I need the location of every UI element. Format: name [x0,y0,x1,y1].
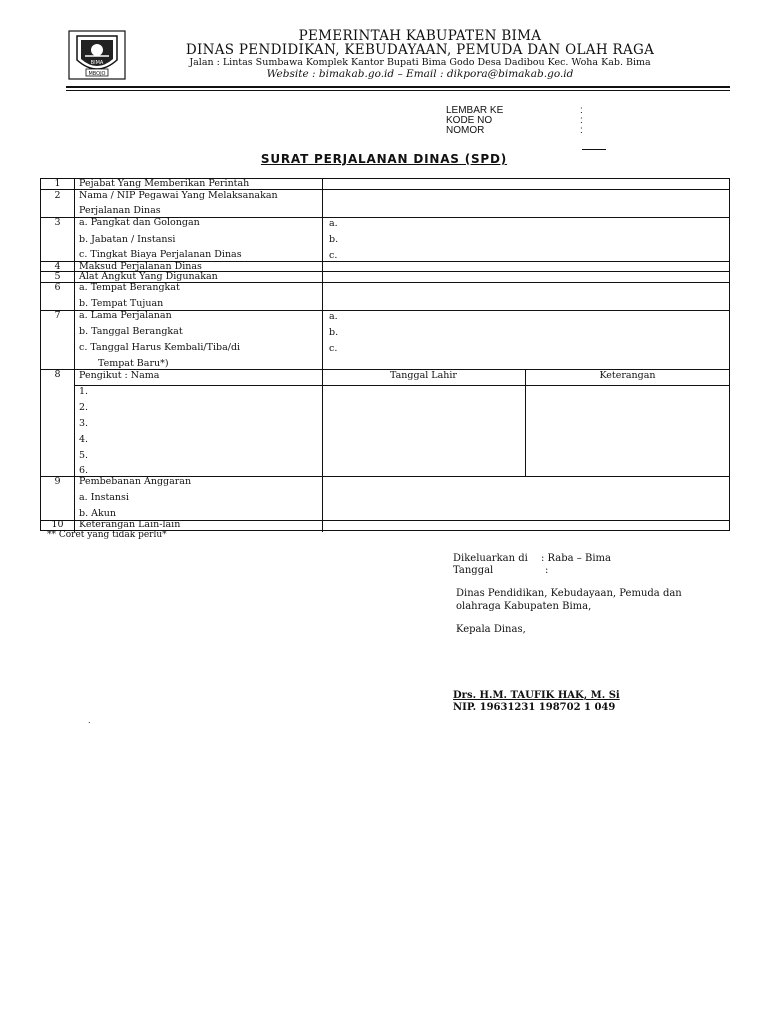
row7-c-label: c. Tanggal Harus Kembali/Tiba/di [79,342,241,353]
row8-col-tanggal-lahir: Tanggal Lahir [390,370,457,381]
row5-num: 5 [54,271,61,282]
footnote: ** Coret yang tidak perlu* [47,530,167,540]
row8-col-keterangan: Keterangan [599,370,656,381]
logo-text-bottom: MBOJO [88,71,106,77]
signatory-org-line2: olahraga Kabupaten Bima, [456,601,592,612]
row4-value-field[interactable] [325,262,727,271]
col-divider-value [322,179,323,532]
row9-b-label: b. Akun [79,508,116,519]
row3-num: 3 [54,217,61,228]
row3-c-value[interactable]: c. [329,250,338,261]
letterhead-rule-thin [66,90,730,91]
row5-value-field[interactable] [325,272,727,282]
row6-a-label: a. Tempat Berangkat [79,282,180,293]
row2-value-field[interactable] [325,191,727,216]
row10-value-field[interactable] [325,521,727,531]
row7-a-value[interactable]: a. [329,311,338,322]
row3-a-label: a. Pangkat dan Golongan [79,217,200,228]
row1-value-field[interactable] [325,179,727,189]
row9-value-field[interactable] [325,477,727,520]
row3-b-value[interactable]: b. [329,234,339,245]
row4-label: Maksud Perjalanan Dinas [79,261,202,272]
row7-b-label: b. Tanggal Berangkat [79,326,183,337]
row9-a-label: a. Instansi [79,492,129,503]
row7-a-label: a. Lama Perjalanan [79,310,172,321]
row10-num: 10 [51,519,64,530]
pengikut-item-3[interactable]: 3. [79,418,89,429]
signatory-name: Drs. H.M. TAUFIK HAK, M. Si [453,690,620,701]
row4-num: 4 [54,261,61,272]
row9-num: 9 [54,476,61,487]
row2-num: 2 [54,190,61,201]
pengikut-item-4[interactable]: 4. [79,434,89,445]
bima-regency-logo [68,30,126,80]
row7-c-label-cont: Tempat Baru*) [98,358,169,369]
row1-label: Pejabat Yang Memberikan Perintah [79,178,250,189]
row3-a-value[interactable]: a. [329,218,338,229]
row6-value-field[interactable] [325,283,727,310]
row5-label: Alat Angkut Yang Digunakan [79,271,218,282]
meta-underline [582,149,606,150]
row8-label: Pengikut : Nama [79,370,160,381]
col-divider-num [74,179,75,532]
pengikut-item-1[interactable]: 1. [79,386,89,397]
letterhead-government: PEMERINTAH KABUPATEN BIMA [298,28,542,44]
logo-text-top: BIMA [90,60,104,66]
signatory-org-line1: Dinas Pendidikan, Kebudayaan, Pemuda dan [456,588,682,599]
letterhead-rule-thick [66,86,730,88]
row8-num: 8 [54,369,61,380]
row6-num: 6 [54,282,61,293]
row3-c-label: c. Tingkat Biaya Perjalanan Dinas [79,249,242,260]
pengikut-item-5[interactable]: 5. [79,450,89,461]
document-title: SURAT PERJALANAN DINAS (SPD) [260,152,508,166]
row9-label: Pembebanan Anggaran [79,476,192,487]
letterhead-agency: DINAS PENDIDIKAN, KEBUDAYAAN, PEMUDA DAN OLAH RAGA [185,42,655,58]
spd-form-table [40,178,730,531]
issued-date: Tanggal : [453,565,549,576]
row2-label: Nama / NIP Pegawai Yang Melaksanakan [79,190,278,201]
row7-b-value[interactable]: b. [329,327,339,338]
row7-num: 7 [54,310,61,321]
issued-at: Dikeluarkan di : Raba – Bima [453,553,611,564]
row2-label-cont: Perjalanan Dinas [79,205,161,216]
pengikut-item-2[interactable]: 2. [79,402,89,413]
signatory-nip: NIP. 19631231 198702 1 049 [453,702,616,713]
row10-label: Keterangan Lain-lain [79,519,181,530]
letterhead-contact: Website : bimakab.go.id – Email : dikpora@bimakab.go.id [266,68,574,80]
row1-num: 1 [54,178,61,189]
stray-mark: . [88,716,91,725]
signatory-role: Kepala Dinas, [456,624,526,635]
row3-b-label: b. Jabatan / Instansi [79,234,176,245]
pengikut-item-6[interactable]: 6. [79,465,89,476]
letterhead-address: Jalan : Lintas Sumbawa Komplek Kantor Bupati Bima Godo Desa Dadibou Kec. Woha Kab. Bima [189,57,651,68]
row6-b-label: b. Tempat Tujuan [79,298,164,309]
row7-c-value[interactable]: c. [329,343,338,354]
